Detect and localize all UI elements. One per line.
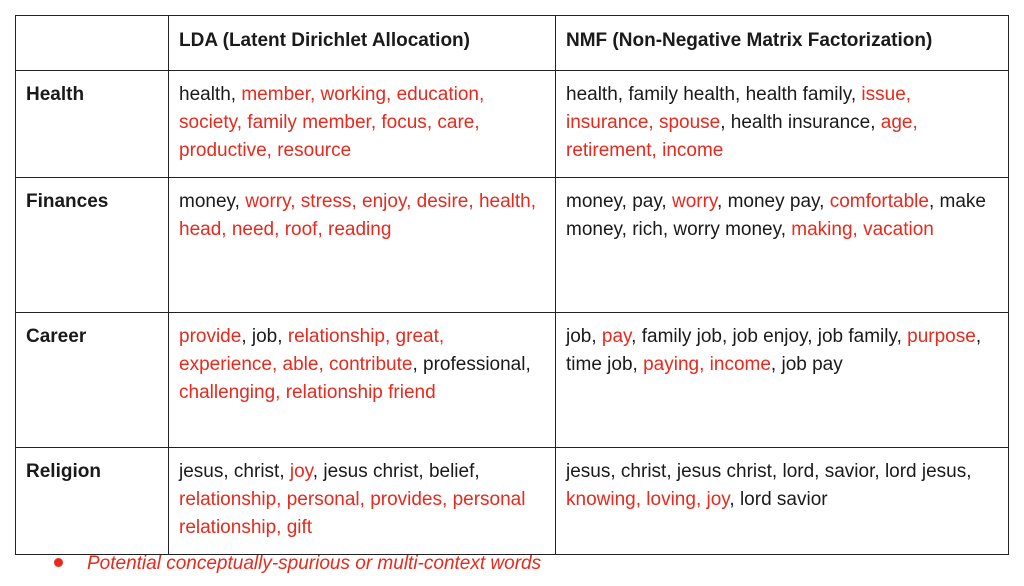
topic-word: relationship [179,489,277,510]
lda-words-finances: money, worry, stress, enjoy, desire, health, head, need, roof, reading [169,178,556,313]
topic-word: money [566,191,622,212]
topic-word: loving [646,489,696,510]
bullet-icon [54,558,63,567]
topic-word: worry [245,191,291,212]
topic-word: insurance [566,112,649,133]
row-label-health: Health [16,71,169,178]
topic-word: provides [370,489,443,510]
nmf-words-finances: money, pay, worry, money pay, comfortable, make money, rich, worry money, making, vacation [556,178,1009,313]
topic-word: health [179,84,231,105]
topic-word: comfortable [829,191,929,212]
topic-word: personal [286,489,360,510]
topic-word: education [396,84,479,105]
table-row-career [16,313,1009,448]
table-row-finances [16,178,1009,313]
nmf-words-health: health, family health, health family, issue, insurance, spouse, health insurance, age, retirement, income [556,71,1009,178]
topic-word: great [395,326,439,347]
legend [54,552,541,576]
topic-word: rich [632,219,663,240]
topic-word: jesus [566,461,611,482]
topic-word: productive [179,140,267,161]
row-label-finances: Finances [16,178,169,313]
topic-word: spouse [658,112,721,133]
nmf-words-career: job, pay, family job, job enjoy, job family, purpose, time job, paying, income, job pay [556,313,1009,448]
topic-word: make money [566,191,986,240]
topic-word: belief [428,461,475,482]
table-row-health [16,71,1009,178]
table-row-religion [16,448,1009,555]
topic-word: income [709,354,771,375]
topic-word: issue [861,84,906,105]
topic-word: resource [277,140,352,161]
legend-text: Potential conceptually-spurious or multi-context words [87,553,542,574]
topic-word: challenging [179,382,276,403]
topic-word: health insurance [730,112,871,133]
topic-word: health [478,191,531,212]
topic-word: health family [745,84,851,105]
topic-word: gift [286,517,313,538]
topic-word: jesus christ [323,461,419,482]
topic-word: money pay [727,191,820,212]
topic-word: joy [706,489,730,510]
topic-word: purpose [907,326,976,347]
row-label-religion: Religion [16,448,169,555]
topic-word: reading [328,219,392,240]
topic-word: christ [620,461,667,482]
topic-word: stress [300,191,352,212]
topic-word: enjoy [362,191,407,212]
topic-word: jesus christ [676,461,772,482]
topic-word: able [282,354,319,375]
topic-word: professional [423,354,526,375]
topic-word: care [437,112,475,133]
topic-word: retirement [566,140,652,161]
topic-word: making [791,219,853,240]
topic-word: age [880,112,913,133]
topic-word: provide [179,326,242,347]
topic-word: job pay [781,354,843,375]
topic-word: job family [817,326,897,347]
topic-word: job enjoy [732,326,808,347]
topic-word: family job [641,326,722,347]
topic-word: pay [632,191,662,212]
topic-word: income [662,140,724,161]
topic-word: focus [381,112,427,133]
header-row [16,16,1009,71]
topic-word: pay [601,326,632,347]
row-label-career: Career [16,313,169,448]
topic-word: job [251,326,278,347]
topic-word: working [320,84,387,105]
corner-cell [16,16,169,71]
topic-word: family member [247,112,371,133]
topic-word: roof [284,219,318,240]
topic-word: paying [643,354,700,375]
topic-word: joy [289,461,313,482]
lda-column-header: LDA (Latent Dirichlet Allocation) [169,16,556,71]
topic-word: vacation [863,219,934,240]
nmf-column-header: NMF (Non-Negative Matrix Factorization) [556,16,1009,71]
topic-word: health [566,84,618,105]
topic-word: relationship friend [285,382,436,403]
topic-word: relationship [287,326,385,347]
lda-words-health: health, member, working, education, society, family member, focus, care, productive, resource [169,71,556,178]
topic-word: need [231,219,275,240]
topic-word: personal relationship [179,489,526,538]
topic-word: jesus [179,461,224,482]
nmf-words-religion: jesus, christ, jesus christ, lord, savior, lord jesus, knowing, loving, joy, lord savior [556,448,1009,555]
topic-word: job [566,326,592,347]
topic-word: christ [233,461,280,482]
topic-word: experience [179,354,272,375]
topic-word: knowing [566,489,636,510]
topic-word: member [241,84,310,105]
topic-word: family health [628,84,736,105]
topic-word: head [179,219,222,240]
lda-words-religion: jesus, christ, joy, jesus christ, belief, relationship, personal, provides, personal relationship, gift [169,448,556,555]
topic-word: time job [566,354,633,375]
topic-word: lord [782,461,815,482]
topic-word: worry [671,191,718,212]
topic-word: society [179,112,237,133]
topic-word: lord jesus [884,461,967,482]
lda-words-career: provide, job, relationship, great, experience, able, contribute, professional, challenging, relationship friend [169,313,556,448]
topic-word: contribute [329,354,413,375]
topic-word: worry money [673,219,781,240]
topic-word: money [179,191,235,212]
topic-word: savior [824,461,875,482]
topic-comparison-table [15,15,1009,555]
topic-word: desire [416,191,469,212]
topic-word: lord savior [739,489,828,510]
